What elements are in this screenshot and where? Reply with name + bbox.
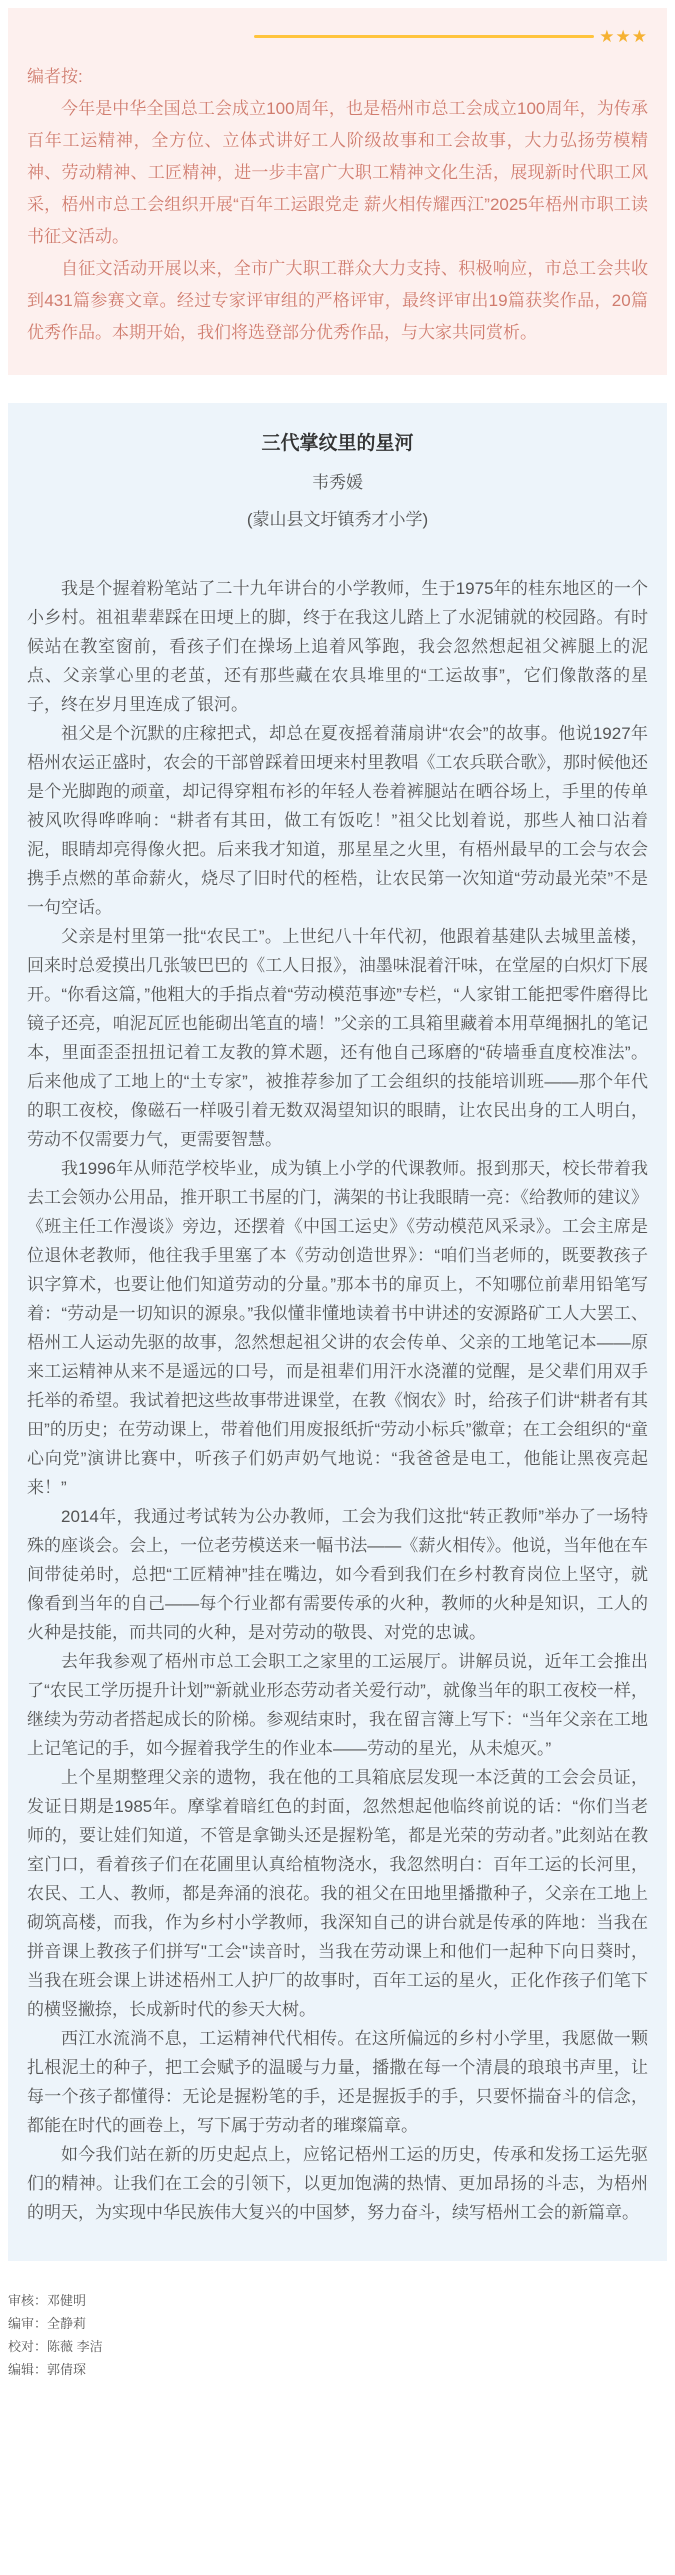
- article-section: [8, 403, 667, 2261]
- article-paragraph: 我1996年从师范学校毕业，成为镇上小学的代课教师。报到那天，校长带着我去工会领办公用品，推开职工书屋的门，满架的书让我眼睛一亮：《给教师的建议》《班主任工作漫谈》旁边，还摆着《中国工运史》《劳动模范风采录》。工会主席是位退休老教师，他往我手里塞了本《劳动创造世界》：“咱们当老师的，既要教孩子识字算术，也要让他们知道劳动的分量。”那本书的扉页上，不知哪位前辈用铅笔写着：“劳动是一切知识的源泉。”我似懂非懂地读着书中讲述的安源路矿工人大罢工、梧州工人运动先驱的故事，忽然想起祖父讲的农会传单、父亲的工地笔记本——原来工运精神从来不是遥远的口号，而是祖辈们用汗水浇灌的觉醒，是父辈们用双手托举的希望。我试着把这些故事带进课堂，在教《悯农》时，给孩子们讲“耕者有其田”的历史；在劳动课上，带着他们用废报纸折“劳动小标兵”徽章；在工会组织的“童心向党”演讲比赛中，听孩子们奶声奶气地说：“我爸爸是电工，他能让黑夜亮起来！”: [27, 1159, 648, 1497]
- article-affiliation: (蒙山县文圩镇秀才小学): [246, 510, 429, 529]
- article-paragraph: 去年我参观了梧州市总工会职工之家里的工运展厅。讲解员说，近年工会推出了“农民工学历提升计划”“新就业形态劳动者关爱行动”，就像当年的职工夜校一样，继续为劳动者搭起成长的阶梯。参观结束时，我在留言簿上写下：“当年父亲在工地上记笔记的手，如今握着我学生的作业本——劳动的星光，从未熄灭。”: [27, 1652, 648, 1758]
- article-paragraph: 西江水流淌不息，工运精神代代相传。在这所偏远的乡村小学里，我愿做一颗扎根泥土的种子，把工会赋予的温暖与力量，播撒在每一个清晨的琅琅书声里，让每一个孩子都懂得：无论是握粉笔的手，还是握扳手的手，只要怀揣奋斗的信念，都能在时代的画卷上，写下属于劳动者的璀璨篇章。: [27, 2029, 648, 2135]
- article-body: [27, 574, 648, 2227]
- article-author: 韦秀媛: [312, 473, 363, 492]
- credits-footer: [8, 2289, 667, 2381]
- credit-line-editor: 编辑：郭倩琛: [8, 2362, 87, 2377]
- header-decoration: [27, 28, 648, 45]
- article-paragraph: 父亲是村里第一批“农民工”。上世纪八十年代初，他跟着基建队去城里盖楼，回来时总爱摸出几张皱巴巴的《工人日报》，油墨味混着汗味，在堂屋的白炽灯下展开。“你看这篇，”他粗大的手指点着“劳动模范事迹”专栏，“人家钳工能把零件磨得比镜子还亮，咱泥瓦匠也能砌出笔直的墙！”父亲的工具箱里藏着本用草绳捆扎的笔记本，里面歪歪扭扭记着工友教的算术题，还有他自己琢磨的“砖墙垂直度校准法”。后来他成了工地上的“土专家”，被推荐参加了工会组织的技能培训班——那个年代的职工夜校，像磁石一样吸引着无数双渴望知识的眼睛，让农民出身的工人明白，劳动不仅需要力气，更需要智慧。: [27, 927, 648, 1149]
- credit-line-proofreaders: 校对：陈薇 李洁: [8, 2339, 103, 2354]
- article-paragraph: 上个星期整理父亲的遗物，我在他的工具箱底层发现一本泛黄的工会会员证，发证日期是1985年。摩挲着暗红色的封面，忽然想起他临终前说的话：“你们当老师的，要让娃们知道，不管是拿锄头还是握粉笔，都是光荣的劳动者。”此刻站在教室门口，看着孩子们在花圃里认真给植物浇水，我忽然明白：百年工运的长河里，农民、工人、教师，都是奔涌的浪花。我的祖父在田地里播撒种子，父亲在工地上砌筑高楼，而我，作为乡村小学教师，我深知自己的讲台就是传承的阵地：当我在拼音课上教孩子们拼写"工会"读音时，当我在劳动课上和他们一起种下向日葵时，当我在班会课上讲述梧州工人护厂的故事时，百年工运的星火，正化作孩子们笔下的横竖撇捺，长成新时代的参天大树。: [27, 1768, 648, 2019]
- article-title: 三代掌纹里的星河: [261, 433, 414, 454]
- article-paragraph: 祖父是个沉默的庄稼把式，却总在夏夜摇着蒲扇讲“农会”的故事。他说1927年梧州农运正盛时，农会的干部曾踩着田埂来村里教唱《工农兵联合歌》，那时候他还是个光脚跑的顽童，却记得穿粗布衫的年轻人卷着裤腿站在晒谷场上，手里的传单被风吹得哗哗响：“耕者有其田，做工有饭吃！”祖父比划着说，那些人袖口沾着泥，眼睛却亮得像火把。后来我才知道，那星星之火里，有梧州最早的工会与农会携手点燃的革命薪火，烧尽了旧时代的桎梏，让农民第一次知道“劳动最光荣”不是一句空话。: [27, 724, 648, 917]
- page: [0, 8, 675, 2381]
- article-paragraph: 2014年，我通过考试转为公办教师，工会为我们这批“转正教师”举办了一场特殊的座谈会。会上，一位老劳模送来一幅书法——《薪火相传》。他说，当年他在车间带徒弟时，总把“工匠精神”挂在嘴边，如今看到我们在乡村教育岗位上坚守，就像看到当年的自己——每个行业都有需要传承的火种，教师的火种是知识，工人的火种是技能，而共同的火种，是对劳动的敬畏、对党的忠诚。: [27, 1507, 648, 1642]
- gold-divider-line: [254, 35, 594, 38]
- editor-note-label: 编者按:: [27, 67, 83, 86]
- credit-line-senior-editor: 编审：全静莉: [8, 2316, 87, 2331]
- editor-note-paragraph: 自征文活动开展以来，全市广大职工群众大力支持、积极响应，市总工会共收到431篇参赛文章。经过专家评审组的严格评审，最终评审出19篇获奖作品，20篇优秀作品。本期开始，我们将选登部分优秀作品，与大家共同赏析。: [27, 259, 648, 342]
- credit-line-reviewer: 审核：邓健明: [8, 2293, 87, 2308]
- star-icons: ★★★: [599, 27, 648, 46]
- editor-note-section: [8, 8, 667, 375]
- article-paragraph: 我是个握着粉笔站了二十九年讲台的小学教师，生于1975年的桂东地区的一个小乡村。祖祖辈辈踩在田埂上的脚，终于在我这儿踏上了水泥铺就的校园路。有时候站在教室窗前，看孩子们在操场上追着风筝跑，我会忽然想起祖父裤腿上的泥点、父亲掌心里的老茧，还有那些藏在农具堆里的“工运故事”，它们像散落的星子，终在岁月里连成了银河。: [27, 579, 648, 714]
- article-paragraph: 如今我们站在新的历史起点上，应铭记梧州工运的历史，传承和发扬工运先驱们的精神。让我们在工会的引领下，以更加饱满的热情、更加昂扬的斗志，为梧州的明天，为实现中华民族伟大复兴的中国梦，努力奋斗，续写梧州工会的新篇章。: [27, 2145, 648, 2222]
- editor-note-paragraph: 今年是中华全国总工会成立100周年，也是梧州市总工会成立100周年，为传承百年工运精神，全方位、立体式讲好工人阶级故事和工会故事，大力弘扬劳模精神、劳动精神、工匠精神，进一步丰富广大职工精神文化生活，展现新时代职工风采，梧州市总工会组织开展“百年工运跟党走 薪火相传耀西江”2025年梧州市职工读书征文活动。: [27, 99, 648, 246]
